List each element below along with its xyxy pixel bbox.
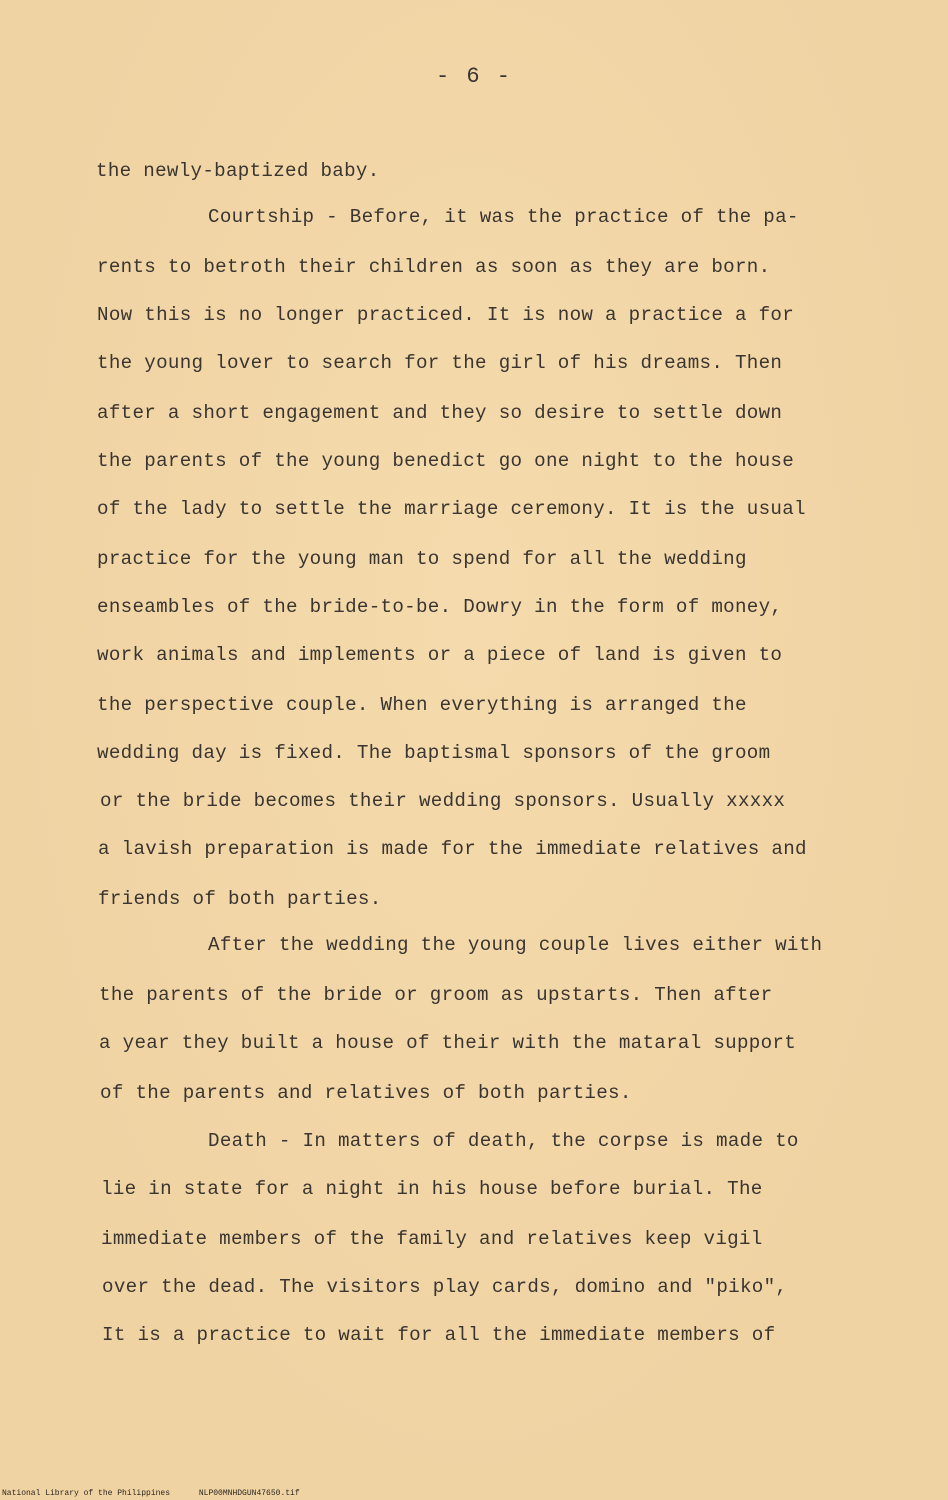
text-line: of the parents and relatives of both parties.: [100, 1082, 632, 1104]
text-line: the parents of the bride or groom as upstarts. Then after: [99, 984, 773, 1006]
footer-file-id: NLP00MNHDGUN47650.tif: [198, 1489, 300, 1498]
text-line: wedding day is fixed. The baptismal sponsors of the groom: [97, 742, 771, 764]
text-line: After the wedding the young couple lives either with: [208, 934, 823, 956]
text-line: practice for the young man to spend for all the wedding: [97, 548, 747, 570]
text-line: of the lady to settle the marriage ceremony. It is the usual: [97, 498, 806, 520]
text-line: friends of both parties.: [98, 888, 382, 910]
text-line: lie in state for a night in his house before burial. The: [101, 1178, 763, 1200]
text-line: the perspective couple. When everything is arranged the: [97, 694, 747, 716]
text-line: or the bride becomes their wedding sponsors. Usually xxxxx: [100, 790, 786, 812]
text-line: a year they built a house of their with the mataral support: [99, 1032, 797, 1054]
text-line: after a short engagement and they so desire to settle down: [97, 402, 783, 424]
text-line: Now this is no longer practiced. It is now a practice a for: [97, 304, 795, 326]
text-line: rents to betroth their children as soon as they are born.: [97, 256, 771, 278]
text-line: Courtship - Before, it was the practice of the pa-: [208, 206, 799, 228]
page-number: - 6 -: [435, 64, 512, 89]
text-line: enseambles of the bride-to-be. Dowry in the form of money,: [97, 596, 783, 618]
text-line: over the dead. The visitors play cards, domino and "piko",: [102, 1276, 788, 1298]
text-line: the young lover to search for the girl of his dreams. Then: [97, 352, 783, 374]
text-line: the parents of the young benedict go one night to the house: [97, 450, 795, 472]
text-line: immediate members of the family and relatives keep vigil: [101, 1228, 763, 1250]
text-line: It is a practice to wait for all the immediate members of: [102, 1324, 776, 1346]
footer-library: National Library of the Philippines: [2, 1489, 171, 1498]
scan-footer: [2, 1489, 300, 1498]
text-line: work animals and implements or a piece of land is given to: [97, 644, 783, 666]
text-line: Death - In matters of death, the corpse is made to: [208, 1130, 799, 1152]
text-line: a lavish preparation is made for the immediate relatives and: [98, 838, 807, 860]
text-line: the newly-baptized baby.: [96, 160, 380, 182]
